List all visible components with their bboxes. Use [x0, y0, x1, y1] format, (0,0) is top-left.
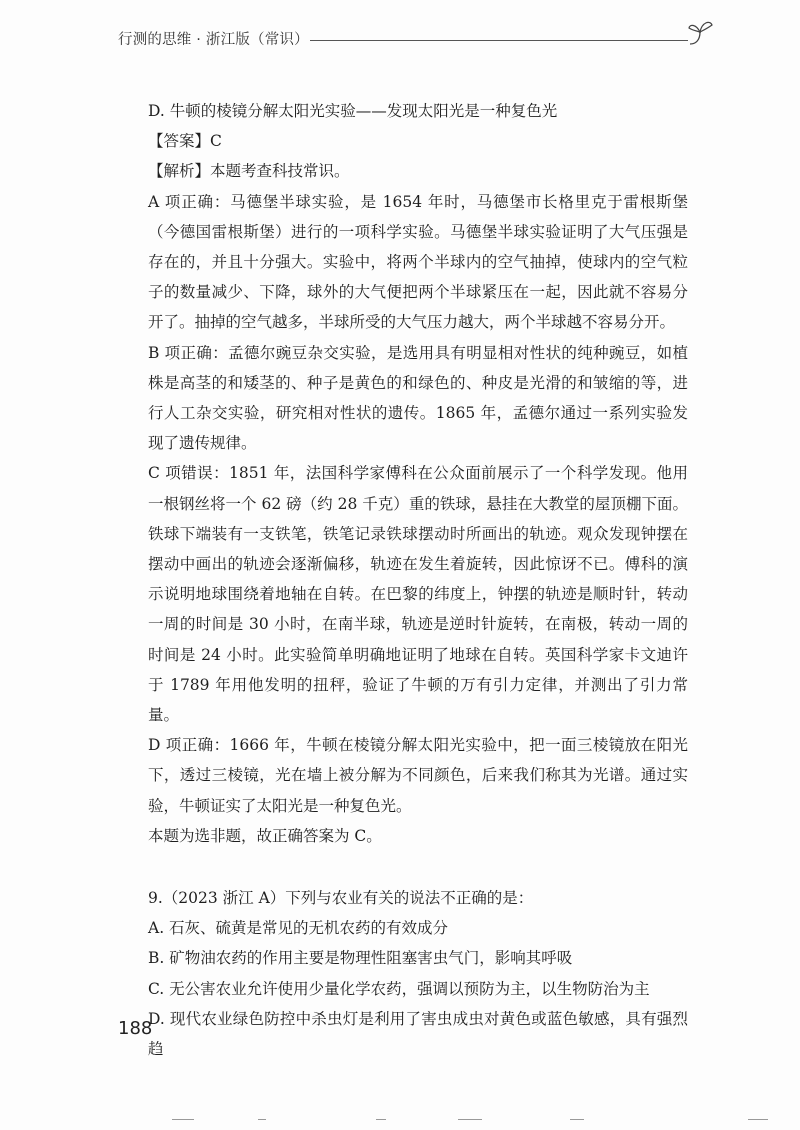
option-d-previous: D. 牛顿的棱镜分解太阳光实验——发现太阳光是一种复色光 [148, 102, 558, 120]
page-number: 188 [118, 1018, 153, 1039]
explanation-b: B 项正确：孟德尔豌豆杂交实验，是选用具有明显相对性状的纯种豌豆，如植株是高茎的和矮茎的、种子是黄色的和绿色的、种皮是光滑的和皱缩的等，进行人工杂交实验，研究相对性状的遗传。1865 年，孟德尔通过一系列实验发现了遗传规律。 [148, 343, 688, 453]
analysis-line: 【解析】本题考查科技常识。 [148, 162, 350, 181]
page-header [118, 28, 718, 52]
scan-artifacts [0, 1115, 800, 1125]
conclusion-line: 本题为选非题，故正确答案为 C。 [148, 826, 382, 845]
explanation-a: A 项正确：马德堡半球实验，是 1654 年时，马德堡市长格里克于雷根斯堡（今德国雷根斯堡）进行的一项科学实验。马德堡半球实验证明了大气压强是存在的，并且十分强大。实验中，将两个半球内的空气抽掉，使球内的空气粒子的数量减少、下降，球外的大气便把两个半球紧压在一起，因此就不容易分开了。抽掉的空气越多，半球所受的大气压力越大，两个半球越不容易分开。 [148, 192, 688, 332]
question-9-option-c: C. 无公害农业允许使用少量化学农药，强调以预防为主，以生物防治为主 [148, 979, 650, 998]
question-9-option-a: A. 石灰、硫黄是常见的无机农药的有效成分 [148, 919, 449, 938]
answer-line: 【答案】C [148, 132, 222, 151]
page-body [148, 96, 688, 1064]
explanation-c: C 项错误：1851 年，法国科学家傅科在公众面前展示了一个科学发现。他用一根钢丝将一个 62 磅（约 28 千克）重的铁球，悬挂在大教堂的屋顶棚下面。铁球下端装有一支铁笔，铁笔记录铁球摆动时所画出的轨迹。观众发现钟摆在摆动中画出的轨迹会逐渐偏移，轨迹在发生着旋转，因此惊讶不已。傅科的演示说明地球围绕着地轴在自转。在巴黎的纬度上，钟摆的轨迹是顺时针，转动一周的时间是 30 小时，在南半球，轨迹是逆时针旋转，在南极，转动一周的时间是 24 小时。此实验简单明确地证明了地球在自转。英国科学家卡文迪许于 1789 年用他发明的扭秤，验证了牛顿的万有引力定律，并测出了引力常量。 [148, 464, 688, 725]
section-gap [148, 851, 688, 883]
explanation-d: D 项正确：1666 年，牛顿在棱镜分解太阳光实验中，把一面三棱镜放在阳光下，透过三棱镜，光在墙上被分解为不同颜色，后来我们称其为光谱。通过实验，牛顿证实了太阳光是一种复色光。 [148, 736, 688, 815]
question-9-option-d: D. 现代农业绿色防控中杀虫灯是利用了害虫成虫对黄色或蓝色敏感，具有强烈趋 [148, 1009, 688, 1059]
sprout-icon [686, 16, 716, 50]
header-title: 行测的思维 · 浙江版（常识） [118, 32, 309, 48]
question-9-stem: 9.（2023 浙江 A）下列与农业有关的说法不正确的是： [148, 889, 534, 908]
header-rule [310, 40, 688, 41]
question-9-option-b: B. 矿物油农药的作用主要是物理性阻塞害虫气门，影响其呼吸 [148, 949, 573, 968]
